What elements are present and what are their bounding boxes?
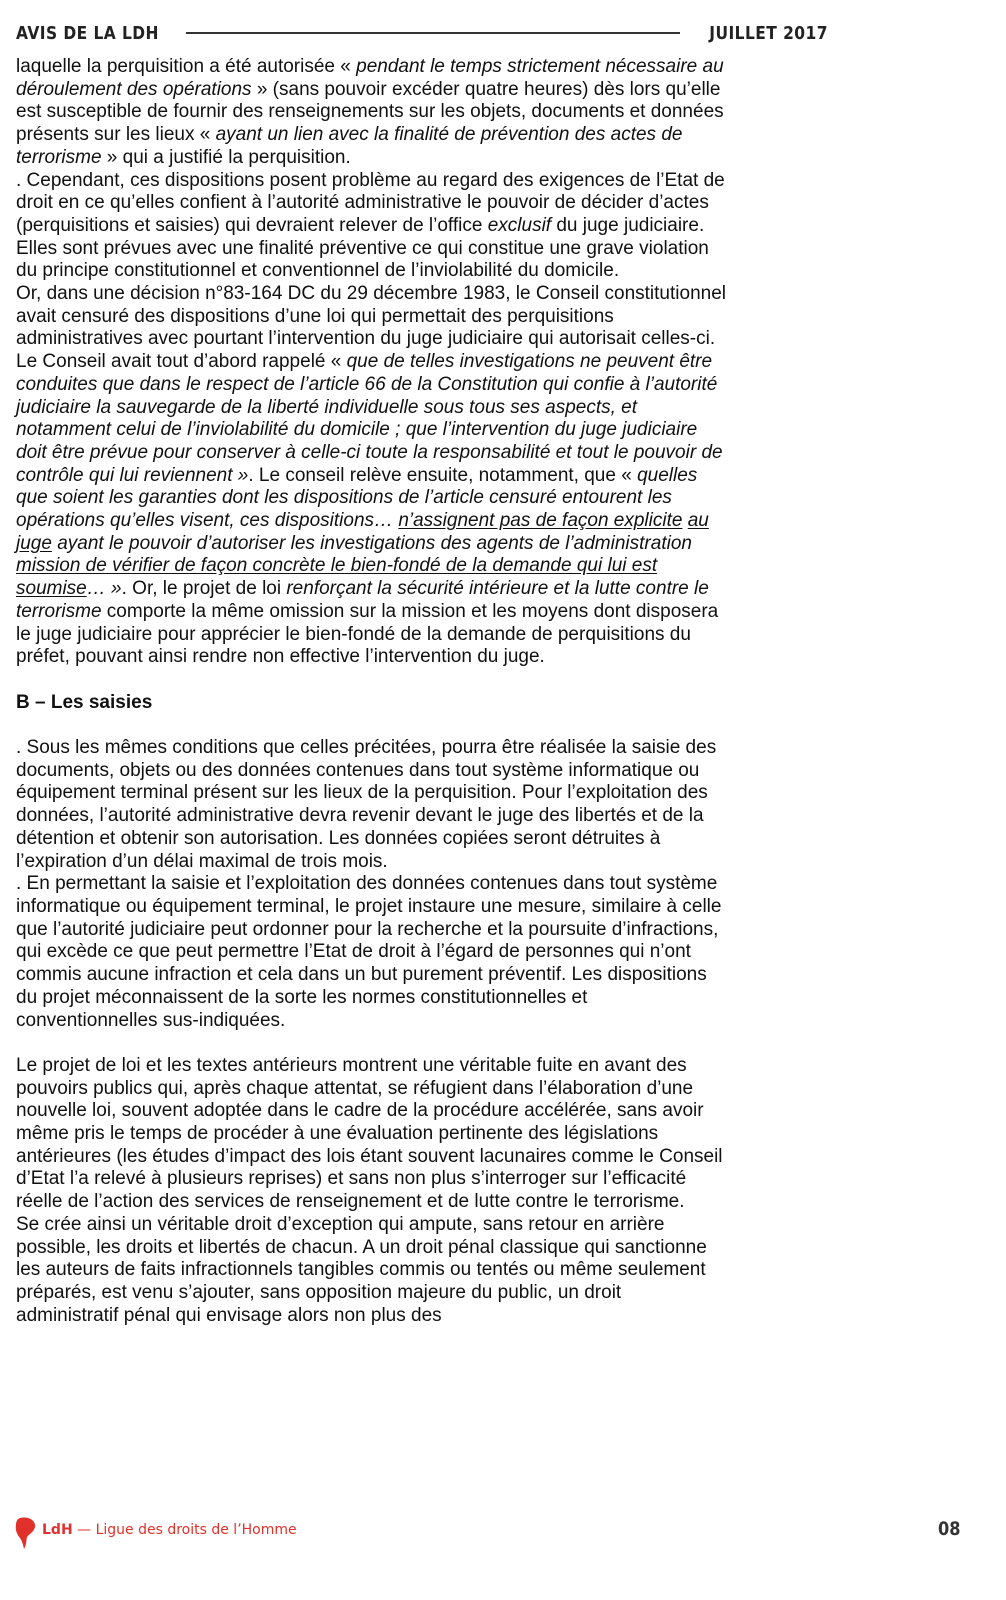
text-run: Or, dans une décision n°83-164 DC du 29 décembre 1983, le Conseil constitutionnel avait censuré des dispositions d’une loi qui permettait des perquisitions administratives avec pourtant l’intervention du juge judiciaire qui autorisait celles-ci. Le Conseil avait tout d’abord rappelé « bbox=[16, 283, 726, 373]
text-run: laquelle la perquisition a été autorisée « bbox=[16, 56, 357, 77]
paragraph-saisie-critique: . En permettant la saisie et l’exploitation des données contenues dans tout système informatique ou équipement terminal, le projet instaure une mesure, similaire à celle que l’autorité judiciaire peut ordonner pour la recherche et la poursuite d’infractions, qui excède ce que peut permettre l’Etat de droit à l’égard de personnes qui n’ont commis aucune infraction et cela dans un but purement préventif. Les dispositions du projet méconnaissent de la sorte les normes constitutionnelles et conventionnelles sus-indiquées. bbox=[16, 873, 722, 1031]
title-run: renforçant la sécurité intérieure et la lutte contre le terrorisme bbox=[16, 578, 709, 622]
page-header bbox=[16, 20, 828, 46]
quote-run: quelles que soient les garanties dont les dispositions de l’article censuré entourent les opérations qu’elles visent, ces dispositions… bbox=[16, 464, 698, 532]
footer-brand bbox=[42, 1522, 297, 1538]
emphasis-run: exclusif bbox=[487, 214, 552, 236]
quote-run: … » bbox=[86, 578, 122, 600]
page-number: 08 bbox=[937, 1518, 960, 1540]
paragraph-perquisition-duration bbox=[16, 56, 728, 170]
text-run: » qui a justifié la perquisition. bbox=[101, 146, 351, 168]
quote-run: pendant le temps strictement nécessaire au déroulement des opérations bbox=[16, 56, 724, 100]
underlined-quote-run: n’assignent pas de façon explicite bbox=[398, 510, 683, 532]
text-run: . Le conseil relève ensuite, notamment, que « bbox=[248, 464, 638, 486]
article-body bbox=[16, 56, 728, 1327]
text-run: comporte la même omission sur la mission et les moyens dont disposera le juge judiciaire pour apprécier le bien-fondé de la demande de perquisitions du préfet, pouvant ainsi rendre non effective l’intervention du juge. bbox=[16, 600, 719, 668]
paragraph-conseil-constitutionnel bbox=[16, 283, 728, 669]
ldh-logo-icon bbox=[14, 1516, 38, 1550]
text-run: . Or, le projet de loi bbox=[121, 578, 287, 600]
section-heading-saisies: B – Les saisies bbox=[16, 691, 153, 713]
header-date: JUILLET 2017 bbox=[709, 22, 828, 44]
brand-long: — Ligue des droits de l’Homme bbox=[72, 1522, 297, 1538]
text-run: du juge judiciaire. Elles sont prévues avec une finalité préventive ce qui constitue une grave violation du principe constitutionnel et conventionnel de l’inviolabilité du domicile. bbox=[16, 214, 709, 282]
paragraph-rule-of-law-concern bbox=[16, 170, 728, 284]
underlined-quote-run: au juge bbox=[16, 510, 709, 554]
underlined-quote-run: mission de vérifier de façon concrète le bien-fondé de la demande qui lui est soumise bbox=[16, 555, 658, 600]
paragraph-saisie-conditions: . Sous les mêmes conditions que celles précitées, pourra être réalisée la saisie des documents, objets ou des données contenues dans tout système informatique ou équipement terminal présent sur les lieux de la perquisition. Pour l’exploitation des données, l’autorité administrative devra revenir devant le juge des libertés et de la détention et obtenir son autorisation. Les données copiées seront détruites à l’expiration d’un délai maximal de trois mois. bbox=[16, 737, 717, 872]
paragraph-droit-exception: Se crée ainsi un véritable droit d’exception qui ampute, sans retour en arrière possible, les droits et libertés de chacun. A un droit pénal classique qui sanctionne les auteurs de faits infractionnels tangibles commis ou tentés ou même seulement préparés, est venu s’ajouter, sans opposition majeure du public, un droit administratif pénal qui envisage alors non plus des bbox=[16, 1213, 707, 1326]
quote-run: que de telles investigations ne peuvent être conduites que dans le respect de l’article 66 de la Constitution qui confie à l’autorité judiciaire la sauvegarde de la liberté individuelle sous tous ses aspects, et notamment celui de l’inviolabilité du domicile ; que l’intervention du juge judiciaire doit être prévue pour conserver à celle-ci toute la responsabilité et tout le pouvoir de contrôle qui lui reviennent » bbox=[16, 351, 723, 486]
quote-run: ayant le pouvoir d’autoriser les investigations des agents de l’administration bbox=[51, 532, 692, 554]
paragraph-fuite-en-avant: Le projet de loi et les textes antérieurs montrent une véritable fuite en avant des pouvoirs publics qui, après chaque attentat, se réfugient dans l’élaboration d’une nouvelle loi, souvent adoptée dans le cadre de la procédure accélérée, sans avoir même pris le temps de procéder à une évaluation pertinente des législations antérieures (les études d’impact des lois étant souvent lacunaires comme le Conseil d’Etat l’a relevé à plusieurs reprises) et sans non plus s’interroger sur l’efficacité réelle de l’action des services de renseignement et de lutte contre le terrorisme. bbox=[16, 1054, 723, 1213]
page-footer bbox=[14, 1514, 960, 1554]
header-publication-title: AVIS DE LA LDH bbox=[16, 22, 159, 44]
quote-run: ayant un lien avec la finalité de prévention des actes de terrorisme bbox=[16, 124, 683, 168]
header-rule bbox=[186, 32, 680, 34]
brand-short: LdH bbox=[42, 1522, 73, 1538]
text-run: . Cependant, ces dispositions posent problème au regard des exigences de l’Etat de droit en ce qu’elles confient à l’autorité administrative le pouvoir de décider d’actes (perquisitions et saisies) qui devraient relever de l’office bbox=[16, 169, 725, 236]
text-run: » (sans pouvoir excéder quatre heures) dès lors qu’elle est susceptible de fournir des renseignements sur les objets, documents et données présents sur les lieux « bbox=[16, 78, 724, 146]
